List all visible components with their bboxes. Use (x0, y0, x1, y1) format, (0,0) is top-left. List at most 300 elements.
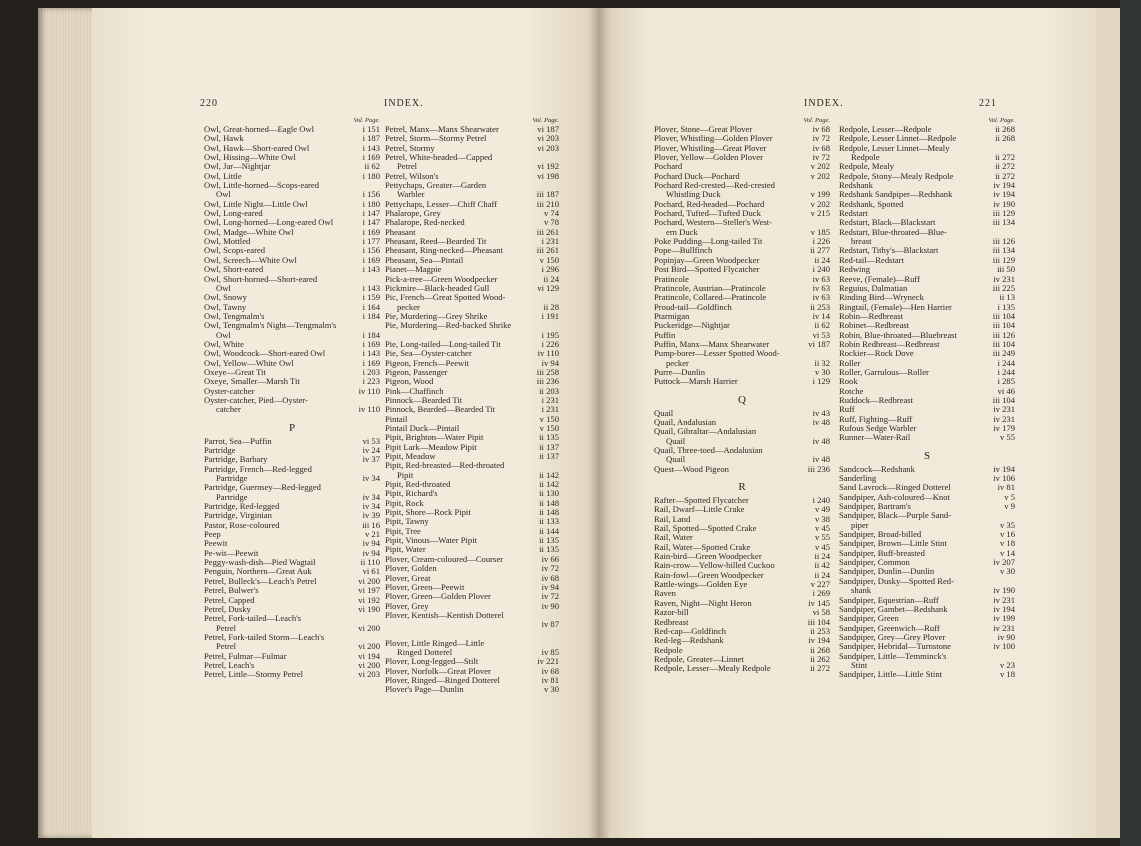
entry-ref: iv 231 (993, 595, 1015, 605)
entry-ref: v 45 (814, 542, 830, 552)
entry-text: Pick-a-tree—Green Woodpecker (385, 274, 498, 284)
index-entry (839, 539, 1015, 548)
entry-text: Redshank (839, 181, 873, 191)
entry-ref: i 164 (362, 302, 380, 312)
entry-ref: v 185 (810, 227, 830, 237)
entry-text: Raven, Night—Night Heron (654, 598, 752, 608)
entry-text: Quail, Andalusian (654, 417, 717, 427)
index-entry (839, 368, 1015, 377)
index-entry (385, 162, 559, 171)
entry-ref: iv 110 (537, 349, 559, 359)
entry-text: Petrel, Dusky (204, 604, 251, 614)
entry-ref: i 296 (541, 265, 559, 275)
entry-ref: vi 200 (358, 623, 380, 633)
index-entry (654, 162, 830, 171)
index-entry (204, 387, 380, 396)
index-entry (839, 256, 1015, 265)
index-entry (654, 265, 830, 274)
entry-text: Sandpiper, Bartram's (839, 502, 911, 512)
entry-ref: vi 200 (358, 642, 380, 652)
entry-text: Sandpiper, Green (839, 614, 899, 624)
entry-ref: ii 130 (539, 489, 559, 499)
entry-ref: i 169 (362, 255, 380, 265)
index-entry (839, 275, 1015, 284)
entry-text: Pochard Red-crested—Red-crested (654, 181, 775, 191)
index-column (385, 116, 559, 695)
entry-text: Pettychaps, Lesser—Chiff Chaff (385, 199, 498, 209)
entry-ref: i 244 (997, 367, 1015, 377)
entry-text: Petrel, Leach's (204, 660, 255, 670)
index-column (204, 116, 380, 680)
entry-ref: iv 145 (808, 598, 830, 608)
index-entry (654, 664, 830, 673)
entry-text: Owl, Hissing—White Owl (204, 153, 296, 163)
entry-ref: v 30 (814, 367, 830, 377)
right-page (598, 8, 1096, 838)
index-entry (204, 446, 380, 455)
entry-ref: iv 85 (541, 647, 559, 657)
index-entry (204, 652, 380, 661)
page-number-right: 221 (979, 98, 997, 109)
entry-text: Redpole, Lesser—Redpole (839, 125, 932, 134)
entry-text: Rafter—Spotted Flycatcher (654, 496, 749, 506)
entry-text: Owl, Woodcock—Short-eared Owl (204, 349, 326, 359)
entry-text: Rain-crow—Yellow-billed Cuckoo (654, 561, 775, 571)
entry-ref: iv 90 (997, 632, 1015, 642)
entry-ref: i 147 (362, 218, 380, 228)
entry-text: Pigeon, French—Peewit (385, 358, 470, 368)
entry-text: Petrel, Manx—Manx Shearwater (385, 125, 499, 134)
index-entry (839, 483, 1015, 492)
index-entry (839, 228, 1015, 237)
index-entry (654, 209, 830, 218)
index-entry (654, 181, 830, 190)
index-entry (385, 648, 559, 657)
index-entry (839, 377, 1015, 386)
index-entry (385, 583, 559, 592)
index-entry (839, 405, 1015, 414)
entry-ref: iii 129 (992, 255, 1015, 265)
entry-text: Rail, Dwarf—Little Crake (654, 505, 745, 515)
index-entry (654, 608, 830, 617)
entry-text: Sandpiper, Buff-breasted (839, 548, 925, 558)
entry-text: Sandpiper, Brown—Little Stint (839, 539, 947, 549)
entry-text: Owl, Jar—Nightjar (204, 162, 271, 172)
entry-ref: i 180 (362, 171, 380, 181)
entry-text: Sandpiper, Hebridal—Turnstone (839, 642, 951, 652)
entry-text: Robinet—Redbreast (839, 321, 910, 331)
index-entry (204, 144, 380, 153)
index-entry (204, 153, 380, 162)
index-entry (204, 246, 380, 255)
entry-text: Plover, Stone—Great Plover (654, 125, 753, 134)
index-entry (385, 443, 559, 452)
entry-ref: vi 187 (808, 339, 830, 349)
entry-ref: iv 106 (993, 474, 1015, 484)
entry-text: Rufous Sedge Warbler (839, 424, 917, 433)
entry-text: Ptarmigan (654, 311, 690, 321)
index-entry (204, 605, 380, 614)
entry-ref: i 285 (997, 377, 1015, 387)
index-entry (385, 592, 559, 601)
index-entry (204, 670, 380, 679)
index-entry (385, 639, 559, 648)
index-entry (204, 172, 380, 181)
entry-ref: iv 81 (997, 483, 1015, 493)
index-entry (385, 134, 559, 143)
entry-text: Owl, Little (204, 171, 242, 181)
entry-ref: i 226 (541, 339, 559, 349)
index-entry (654, 580, 830, 589)
index-entry (204, 539, 380, 548)
entry-text: Pettychaps, Greater—Garden (385, 181, 487, 191)
entry-ref: iv 190 (993, 199, 1015, 209)
index-entry (839, 624, 1015, 633)
index-entry (654, 303, 830, 312)
entry-ref: iv 110 (358, 386, 380, 396)
index-entry (839, 521, 1015, 530)
entry-text: Red-tail—Redstart (839, 255, 904, 265)
vol-page-label: Vol. Page. (803, 117, 830, 124)
entry-text: Red-leg—Redshank (654, 636, 724, 646)
entry-text: catcher (216, 405, 241, 415)
index-entry (385, 555, 559, 564)
index-entry (839, 162, 1015, 171)
entry-ref: v 45 (814, 524, 830, 534)
index-entry (385, 228, 559, 237)
entry-text: Redshank, Spotted (839, 199, 904, 209)
index-entry (839, 577, 1015, 586)
entry-ref: i 231 (541, 237, 559, 247)
index-entry (839, 190, 1015, 199)
index-entry (654, 246, 830, 255)
entry-text: Pe-wit—Peewit (204, 548, 259, 558)
index-entry (204, 614, 380, 623)
entry-text: Pheasant, Reed—Bearded Tit (385, 237, 487, 247)
entry-text: Plover, Whistling—Great Plover (654, 143, 767, 153)
entry-ref: v 5 (1004, 492, 1015, 502)
entry-ref: ii 62 (364, 162, 380, 172)
entry-text: Purre—Dunlin (654, 367, 706, 377)
index-entry (204, 405, 380, 414)
index-entry (385, 461, 559, 470)
entry-ref: i 135 (997, 302, 1015, 312)
entry-text: Ruddock—Redbreast (839, 395, 913, 405)
entry-ref: v 202 (810, 171, 830, 181)
index-entry (839, 605, 1015, 614)
entry-text: Petrel, Storm—Stormy Petrel (385, 134, 487, 144)
entry-ref: v 9 (1004, 502, 1015, 512)
index-entry (654, 446, 830, 455)
index-entry (385, 284, 559, 293)
entry-text: Partridge, Barbary (204, 455, 268, 465)
index-entry (654, 627, 830, 636)
entry-ref: vi 200 (358, 660, 380, 670)
entry-text: Owl (216, 190, 231, 200)
entry-ref: ii 262 (810, 654, 830, 664)
index-entry (385, 125, 559, 134)
entry-ref: iii 261 (536, 227, 559, 237)
index-entry (385, 218, 559, 227)
entry-text: pecker (666, 358, 689, 368)
entry-ref: v 18 (999, 539, 1015, 549)
index-entry (839, 502, 1015, 511)
entry-text: Pratincole, Austrian—Pratincole (654, 283, 766, 293)
entry-text: Runner—Water-Rail (839, 433, 911, 443)
entry-ref: i 203 (362, 367, 380, 377)
page-number-left: 220 (200, 98, 218, 109)
index-entry (839, 567, 1015, 576)
index-entry (385, 303, 559, 312)
index-entry (385, 405, 559, 414)
entry-ref: v 38 (814, 514, 830, 524)
entry-text: breast (851, 237, 872, 247)
entry-text: Pintail (385, 414, 408, 424)
entry-ref: iv 14 (812, 311, 830, 321)
index-entry (204, 511, 380, 520)
entry-ref: iv 39 (362, 511, 380, 521)
entry-ref: ii 133 (539, 517, 559, 527)
entry-text: Plover, Grey (385, 601, 429, 611)
entry-text: Sandpiper, Common (839, 558, 910, 568)
page-edges-left (38, 8, 94, 838)
entry-text: Roller (839, 358, 861, 368)
index-entry (839, 153, 1015, 162)
entry-text: Pink—Chaffinch (385, 386, 444, 396)
entry-ref: iii 126 (992, 330, 1015, 340)
entry-text: Pipit, Red-throated (385, 480, 451, 490)
index-entry (385, 517, 559, 526)
entry-text: Owl, Hawk (204, 134, 244, 144)
entry-ref: ii 142 (539, 470, 559, 480)
index-entry (204, 661, 380, 670)
entry-ref: ii 110 (360, 558, 380, 568)
entry-text: Puffin (654, 330, 676, 340)
entry-text: Owl (216, 283, 231, 293)
entry-text: Pianet—Magpie (385, 265, 442, 275)
entry-text: Partridge, Red-legged (204, 502, 280, 512)
entry-ref: iii 210 (536, 199, 559, 209)
entry-ref: v 35 (999, 520, 1015, 530)
entry-text: Owl, Little Night—Little Owl (204, 199, 308, 209)
entry-ref: iv 68 (541, 666, 559, 676)
entry-text: Petrel, White-headed—Capped (385, 153, 493, 163)
index-entry (839, 596, 1015, 605)
entry-ref: iv 87 (541, 620, 559, 630)
index-entry (385, 657, 559, 666)
index-entry (839, 633, 1015, 642)
entry-text: Sandpiper, Little—Little Stint (839, 670, 943, 680)
entry-text: Robin, Blue-throated—Bluebreast (839, 330, 957, 340)
entry-ref: iv 231 (993, 414, 1015, 424)
entry-ref: i 169 (362, 153, 380, 163)
index-entry (385, 359, 559, 368)
index-entry (204, 340, 380, 349)
index-entry (204, 396, 380, 405)
entry-text: Partridge (216, 492, 248, 502)
entry-text: Sandpiper, Dusky—Spotted Red- (839, 576, 954, 586)
index-entry (204, 349, 380, 358)
entry-text: Rail, Water (654, 533, 693, 543)
index-entry (839, 530, 1015, 539)
index-entry (654, 284, 830, 293)
entry-text: Redstart, Tithy's—Blackstart (839, 246, 939, 256)
entry-text: Ringtail, (Female)—Hen Harrier (839, 302, 952, 312)
index-entry (654, 321, 830, 330)
entry-ref: iv 94 (362, 539, 380, 549)
entry-text: Plover, Cream-coloured—Courser (385, 554, 504, 564)
section-letter: S (923, 449, 931, 462)
entry-ref: vi 203 (537, 134, 559, 144)
index-entry (839, 670, 1015, 679)
entry-ref: iv 221 (537, 657, 559, 667)
entry-ref: i 169 (362, 339, 380, 349)
entry-text: Petrel (216, 623, 237, 633)
entry-text: Petrel, Wilson's (385, 171, 439, 181)
entry-text: Rattle-wings—Golden Eye (654, 580, 748, 590)
entry-ref: v 18 (999, 670, 1015, 680)
index-entry (654, 589, 830, 598)
index-entry (204, 256, 380, 265)
index-entry (654, 200, 830, 209)
index-entry (654, 515, 830, 524)
index-entry (204, 558, 380, 567)
index-entry (385, 489, 559, 498)
entry-text: Partridge, Virginian (204, 511, 272, 521)
index-entry (385, 415, 559, 424)
entry-ref: ii 62 (814, 321, 830, 331)
entry-text: Owl, Tengmalm's Night—Tengmalm's (204, 321, 337, 331)
entry-ref: ii 137 (539, 442, 559, 452)
index-entry (204, 237, 380, 246)
entry-ref: iii 104 (992, 321, 1015, 331)
index-entry (385, 499, 559, 508)
index-entry (204, 530, 380, 539)
entry-ref: ii 137 (539, 452, 559, 462)
entry-text: Owl, Little-horned—Scops-eared (204, 181, 320, 191)
index-entry (654, 331, 830, 340)
entry-text: Stint (851, 660, 868, 670)
entry-ref: vi 203 (537, 143, 559, 153)
index-entry (204, 218, 380, 227)
entry-ref: i 156 (362, 246, 380, 256)
entry-ref: i 195 (541, 330, 559, 340)
entry-ref: iv 190 (993, 586, 1015, 596)
entry-ref: iii 236 (536, 377, 559, 387)
entry-text: Petrel, Bulwer's (204, 586, 259, 596)
index-entry (204, 331, 380, 340)
running-head-left: INDEX. (384, 98, 424, 109)
entry-text: Sand Lavrock—Ringed Dotterel (839, 483, 951, 493)
index-entry (385, 181, 559, 190)
entry-text: Pump-borer—Lesser Spotted Wood- (654, 349, 780, 359)
entry-ref: ii 272 (995, 171, 1015, 181)
entry-text: Phalarope, Grey (385, 209, 441, 219)
entry-text: Post Bird—Spotted Flycatcher (654, 265, 760, 275)
entry-text: Popinjay—Green Woodpecker (654, 255, 760, 265)
index-entry (204, 228, 380, 237)
index-entry (385, 293, 559, 302)
index-entry (839, 134, 1015, 143)
entry-text: Partridge, French—Red-legged (204, 464, 312, 474)
section-letter: Q (738, 393, 746, 406)
entry-ref: vi 197 (358, 586, 380, 596)
entry-text: Ringed Dotterel (397, 647, 453, 657)
entry-text: Pochard, Tufted—Tufted Duck (654, 209, 761, 219)
entry-ref: i 269 (812, 589, 830, 599)
entry-ref: iii 225 (992, 283, 1015, 293)
entry-text: Sandpiper, Equestrian—Ruff (839, 595, 939, 605)
index-entry (654, 293, 830, 302)
entry-text: Pheasant, Sea—Pintail (385, 255, 464, 265)
index-entry (839, 549, 1015, 558)
index-entry (204, 455, 380, 464)
entry-ref: iv 110 (358, 405, 380, 415)
index-entry (654, 561, 830, 570)
entry-text: Petrel, Little—Stormy Petrel (204, 670, 304, 680)
vol-page-label: Vol. Page. (353, 117, 380, 124)
entry-ref: i 143 (362, 283, 380, 293)
entry-ref: vi 200 (358, 576, 380, 586)
index-entry (385, 620, 559, 629)
index-entry (654, 218, 830, 227)
index-entry (385, 387, 559, 396)
entry-text: Plover, Green—Peewit (385, 582, 465, 592)
entry-ref: iv 34 (362, 492, 380, 502)
entry-ref: v 49 (814, 505, 830, 515)
entry-text: Poke Pudding—Long-tailed Tit (654, 237, 763, 247)
entry-ref: ii 272 (995, 153, 1015, 163)
entry-text: Oyster-catcher, Pied—Oyster- (204, 395, 308, 405)
entry-ref: iii 104 (807, 617, 830, 627)
index-entry (839, 209, 1015, 218)
index-entry (385, 424, 559, 433)
entry-ref: i 169 (362, 227, 380, 237)
index-entry (839, 387, 1015, 396)
index-entry (839, 200, 1015, 209)
entry-ref: ii 203 (539, 386, 559, 396)
index-entry (204, 303, 380, 312)
entry-text: Owl, Short-eared (204, 265, 264, 275)
entry-ref: iii 258 (536, 367, 559, 377)
entry-text: Pope—Bullfinch (654, 246, 713, 256)
entry-ref: ii 268 (995, 134, 1015, 144)
index-entry (204, 200, 380, 209)
entry-text: Rail, Water—Spotted Crake (654, 542, 751, 552)
entry-ref: iii 126 (992, 237, 1015, 247)
index-column (839, 116, 1015, 680)
entry-ref: i 159 (362, 293, 380, 303)
entry-ref: i 191 (541, 311, 559, 321)
entry-text: Rain-bird—Green Woodpecker (654, 552, 762, 562)
entry-ref: iv 34 (362, 474, 380, 484)
index-entry (204, 181, 380, 190)
entry-ref: v 199 (810, 190, 830, 200)
entry-text: Owl, Scops-eared (204, 246, 266, 256)
entry-text: Sandpiper, Gambet—Redshank (839, 604, 948, 614)
entry-ref: v 227 (810, 580, 830, 590)
entry-text: Redpole, Lesser Linnet—Mealy (839, 143, 950, 153)
entry-text: Sanderling (839, 474, 877, 484)
index-entry (385, 667, 559, 676)
entry-ref: i 180 (362, 199, 380, 209)
entry-ref: vi 190 (358, 604, 380, 614)
index-entry (385, 564, 559, 573)
entry-ref: v 74 (543, 209, 559, 219)
entry-ref: i 143 (362, 265, 380, 275)
entry-text: Pratincole (654, 274, 689, 284)
index-entry (654, 275, 830, 284)
